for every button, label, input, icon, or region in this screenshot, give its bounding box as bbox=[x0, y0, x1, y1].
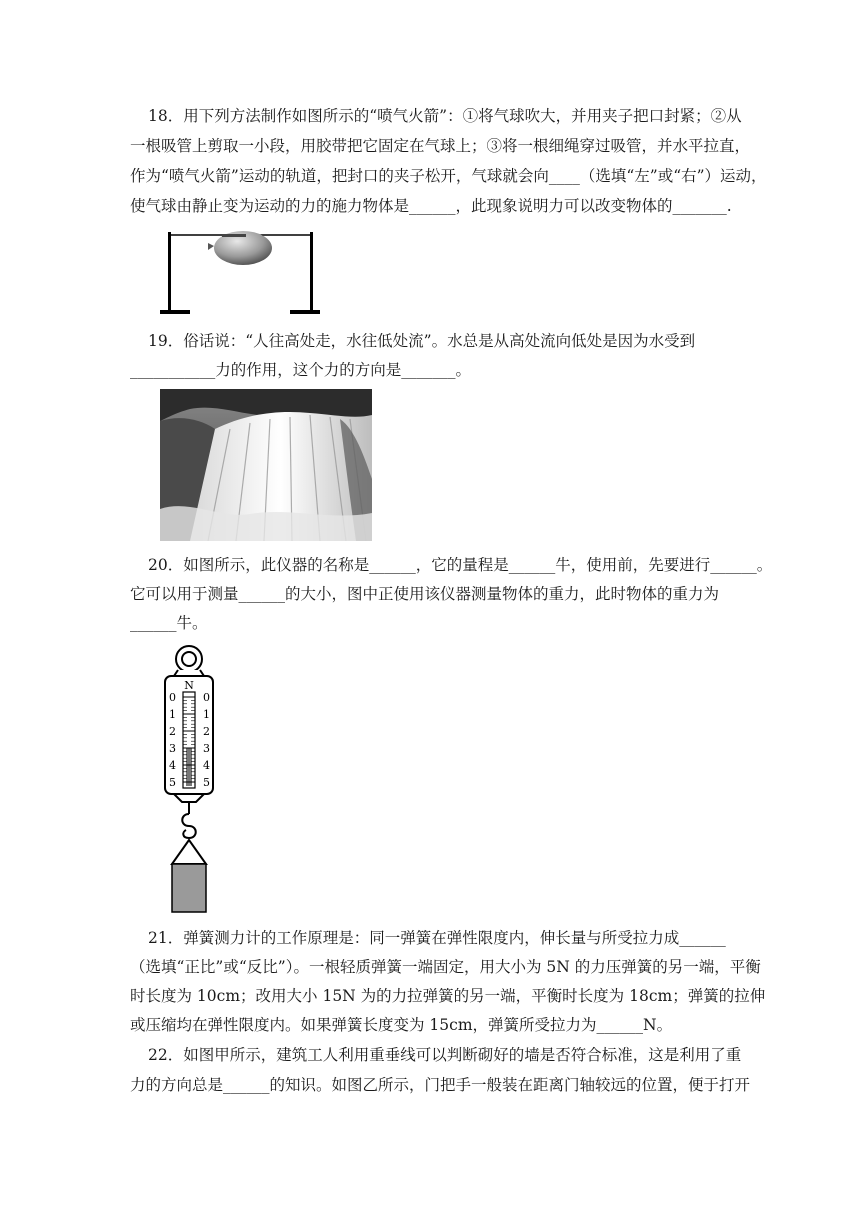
waterfall-photo bbox=[160, 389, 372, 541]
q18-line-1: 18．用下列方法制作如图所示的“喷气火箭”：①将气球吹大，并用夹子把口封紧；②从 bbox=[148, 107, 742, 125]
tick-label-right-0: 0 bbox=[203, 691, 210, 704]
tick-label-left-1: 1 bbox=[169, 708, 176, 721]
right-stand-pole bbox=[310, 232, 313, 312]
unit-label: N bbox=[184, 679, 194, 692]
hook bbox=[182, 814, 196, 838]
right-stand-base bbox=[290, 310, 320, 314]
q21-line-1: 21．弹簧测力计的工作原理是：同一弹簧在弹性限度内，伸长量与所受拉力成______ bbox=[148, 929, 726, 947]
spring-scale-figure bbox=[160, 642, 220, 918]
tick-label-right-2: 2 bbox=[203, 725, 210, 738]
left-stand-base bbox=[160, 310, 190, 314]
tick-label-left-5: 5 bbox=[169, 776, 176, 789]
q20-line-3: ______牛。 bbox=[130, 614, 208, 632]
tick-label-left-4: 4 bbox=[169, 759, 176, 772]
weight-strings bbox=[172, 840, 206, 864]
balloon-clip bbox=[208, 243, 214, 250]
q20-line-2: 它可以用于测量______的大小，图中正使用该仪器测量物体的重力，此时物体的重力为 bbox=[130, 585, 720, 603]
top-ring bbox=[176, 646, 202, 672]
q21-line-3: 时长度为 10cm；改用大小 15N 为的力拉弹簧的另一端，平衡时长度为 18cm；弹簧的拉伸 bbox=[130, 987, 766, 1005]
q18-line-3: 作为“喷气火箭”运动的轨道，把封口的夹子松开，气球就会向____（选填“左”或“右”）运动， bbox=[130, 167, 767, 185]
pointer-fill bbox=[186, 748, 192, 786]
tick-label-left-2: 2 bbox=[169, 725, 176, 738]
tick-label-left-0: 0 bbox=[169, 691, 176, 704]
hanging-weight bbox=[172, 864, 206, 912]
q21-line-4: 或压缩均在弹性限度内。如果弹簧长度变为 15cm，弹簧所受拉力为______N。 bbox=[130, 1016, 673, 1034]
q22-line-1: 22．如图甲所示，建筑工人利用重垂线可以判断砌好的墙是否符合标准，这是利用了重 bbox=[148, 1046, 742, 1064]
balloon-rocket-figure bbox=[160, 226, 320, 318]
q18-line-4: 使气球由静止变为运动的力的施力物体是______，此现象说明力可以改变物体的_______. bbox=[130, 197, 732, 215]
straw bbox=[222, 234, 246, 237]
q18-line-2: 一根吸管上剪取一小段，用胶带把它固定在气球上；③将一根细绳穿过吸管，并水平拉直， bbox=[130, 137, 751, 155]
tick-label-right-5: 5 bbox=[203, 776, 210, 789]
tick-label-right-1: 1 bbox=[203, 708, 210, 721]
left-stand-pole bbox=[168, 232, 171, 312]
tick-label-left-3: 3 bbox=[169, 742, 176, 755]
q19-line-1: 19．俗话说：“人往高处走，水往低处流”。水总是从高处流向低处是因为水受到 bbox=[148, 332, 696, 350]
q20-line-1: 20．如图所示，此仪器的名称是______，它的量程是______牛，使用前，先要进行______。 bbox=[148, 556, 773, 574]
tick-label-right-3: 3 bbox=[203, 742, 210, 755]
q22-line-2: 力的方向总是______的知识。如图乙所示，门把手一般装在距离门轴较远的位置，便于打开 bbox=[130, 1076, 751, 1094]
tick-label-right-4: 4 bbox=[203, 759, 210, 772]
q21-line-2: （选填“正比”或“反比”）。一根轻质弹簧一端固定，用大小为 5N 的力压弹簧的另一端，平衡 bbox=[130, 958, 761, 976]
q19-line-2: ___________力的作用，这个力的方向是_______。 bbox=[130, 361, 472, 379]
